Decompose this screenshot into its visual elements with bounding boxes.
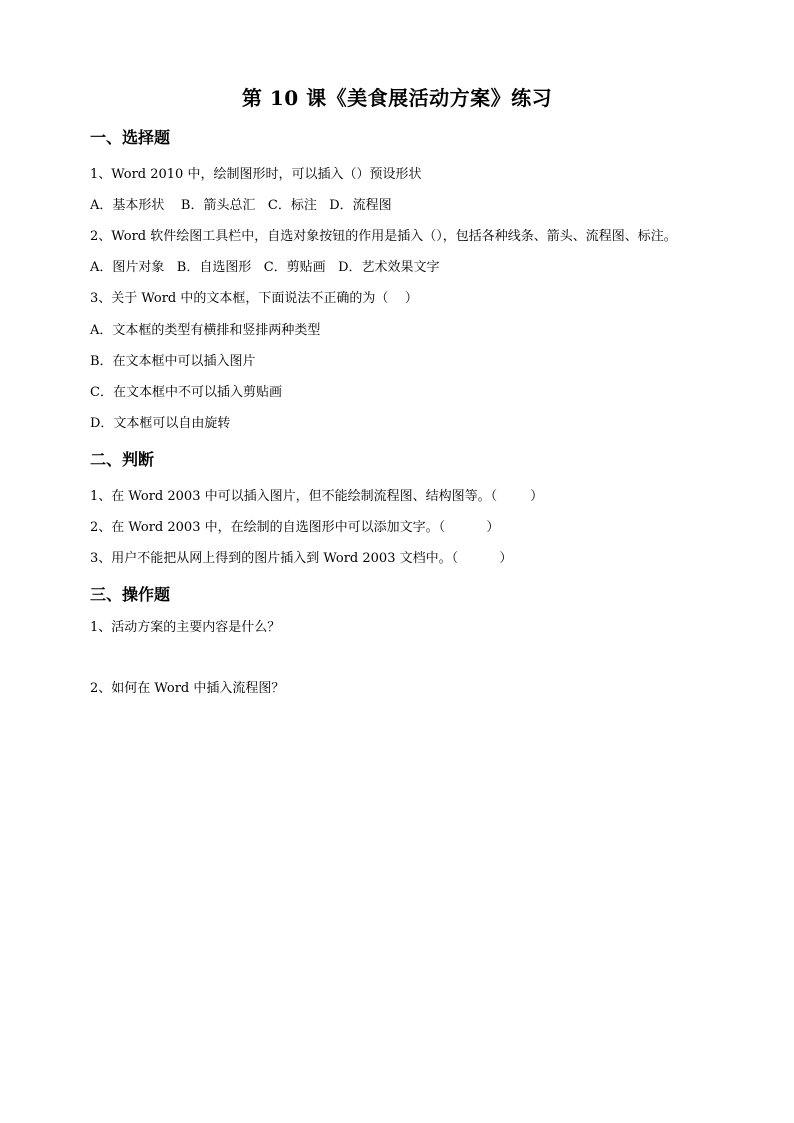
choice-question-1: 1、Word 2010 中，绘制图形时，可以插入（）预设形状 <box>90 167 422 182</box>
choice-question-3: 3、关于 Word 中的文本框，下面说法不正确的为（ ） <box>90 291 418 306</box>
page-title: 第 10 课《美食展活动方案》练习 <box>241 86 553 110</box>
choice-question-3-option-d: D．文本框可以自由旋转 <box>90 416 231 431</box>
choice-question-3-option-a: A．文本框的类型有横排和竖排两种类型 <box>90 323 321 338</box>
choice-question-3-option-c: C．在文本框中不可以插入剪贴画 <box>90 385 282 400</box>
operation-question-2: 2、如何在 Word 中插入流程图？ <box>90 681 285 696</box>
judge-question-2: 2、在 Word 2003 中，在绘制的自选图形中可以添加文字。（ ） <box>90 520 500 535</box>
choice-question-3-option-b: B．在文本框中可以插入图片 <box>90 354 256 369</box>
operation-question-1: 1、活动方案的主要内容是什么？ <box>90 620 281 635</box>
choice-question-1-options: A．基本形状 B．箭头总汇 C．标注 D．流程图 <box>90 198 392 213</box>
judge-question-3: 3、用户不能把从网上得到的图片插入到 Word 2003 文档中。（ ） <box>90 551 513 566</box>
choice-question-2-options: A．图片对象 B．自选图形 C．剪贴画 D．艺术效果文字 <box>90 260 440 275</box>
section-heading-operation: 三、操作题 <box>90 585 171 604</box>
choice-question-2: 2、Word 软件绘图工具栏中，自选对象按钮的作用是插入（），包括各种线条、箭头、流程图、标注。 <box>90 229 677 244</box>
section-heading-choice: 一、选择题 <box>90 128 171 147</box>
judge-question-1: 1、在 Word 2003 中可以插入图片，但不能绘制流程图、结构图等。（ ） <box>90 489 544 504</box>
section-heading-judge: 二、判断 <box>90 450 155 469</box>
